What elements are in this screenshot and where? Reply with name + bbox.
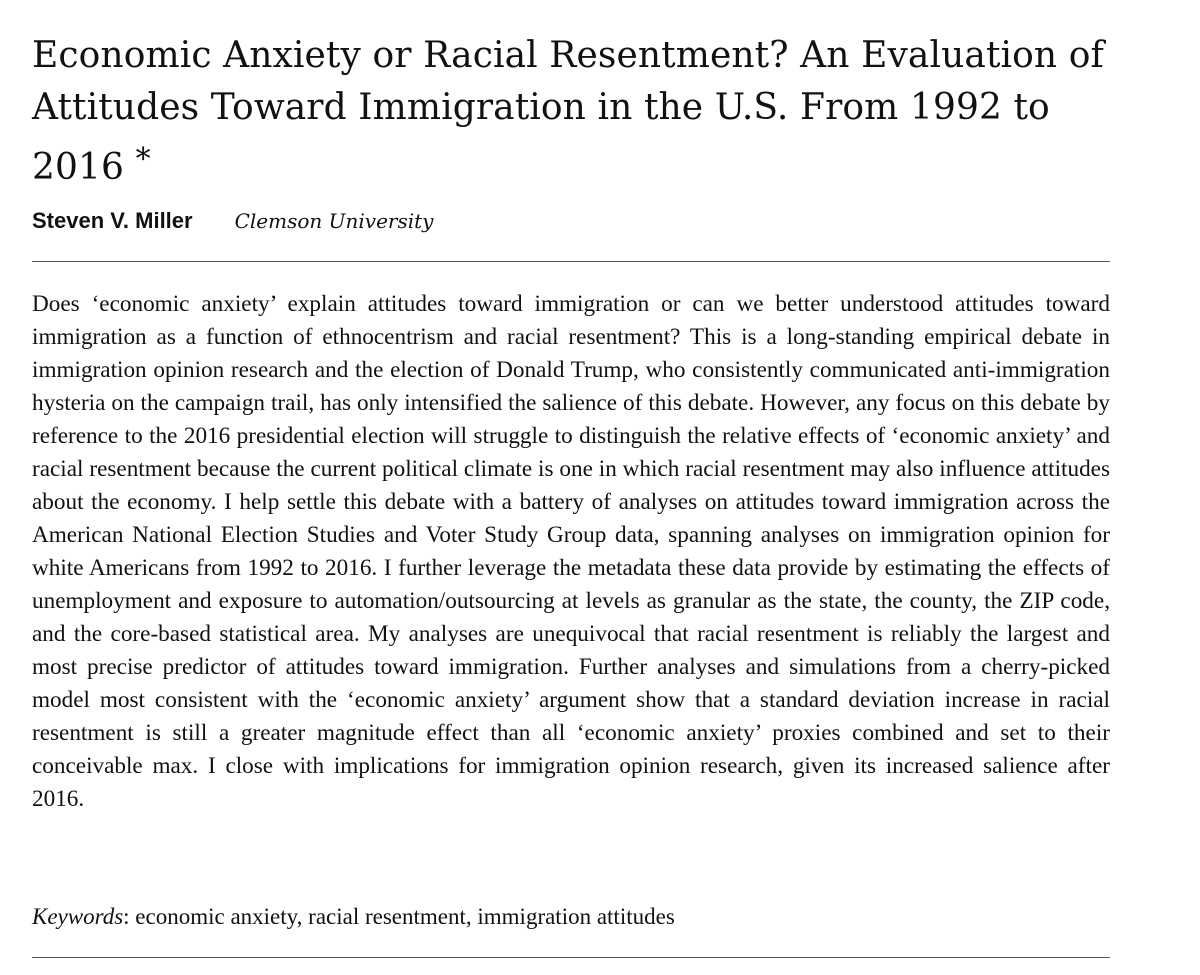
header-divider: [32, 261, 1110, 262]
keywords-label: Keywords: [32, 904, 124, 929]
author-line: [32, 205, 433, 237]
author-affiliation: Clemson University: [234, 209, 434, 233]
title-footnote-mark[interactable]: *: [135, 142, 151, 177]
keywords-separator: :: [123, 904, 130, 929]
author-name: Steven V. Miller: [32, 208, 193, 233]
keywords-line: [32, 902, 675, 932]
footer-divider: [32, 957, 1110, 958]
keywords-list: economic anxiety, racial resentment, immigration attitudes: [135, 904, 675, 929]
abstract-text: Does ‘economic anxiety’ explain attitudes toward immigration or can we better understood attitudes toward immigration as a function of ethnocentrism and racial resentment? This is a long-standing empirical debate in immigration opinion research and the election of Donald Trump, who consistently communicated anti-immigration hysteria on the campaign trail, has only intensified the salience of this debate. However, any focus on this debate by reference to the 2016 presidential election will struggle to distinguish the relative effects of ‘economic anxiety’ and racial resentment because the current political climate is one in which racial resentment may also influence attitudes about the economy. I help settle this debate with a battery of analyses on attitudes toward immigration across the American National Election Studies and Voter Study Group data, spanning analyses on immigration opinion for white Americans from 1992 to 2016. I further leverage the metadata these data provide by estimating the effects of unemployment and exposure to automation/outsourcing at levels as granular as the state, the county, the ZIP code, and the core-based statistical area. My analyses are unequivocal that racial resentment is reliably the largest and most precise predictor of attitudes toward immigration. Further analyses and simulations from a cherry-picked model most consistent with the ‘economic anxiety’ argument show that a standard deviation increase in racial resentment is still a greater magnitude effect than all ‘economic anxiety’ proxies combined and set to their conceivable max. I close with implications for immigration opinion research, given its increased salience after 2016.: [32, 291, 1110, 812]
paper-title-text: Economic Anxiety or Racial Resentment? An Evaluation of Attitudes Toward Immigration in the U.S. From 1992 to 2016: [32, 35, 1104, 188]
paper-title: [32, 30, 1112, 194]
